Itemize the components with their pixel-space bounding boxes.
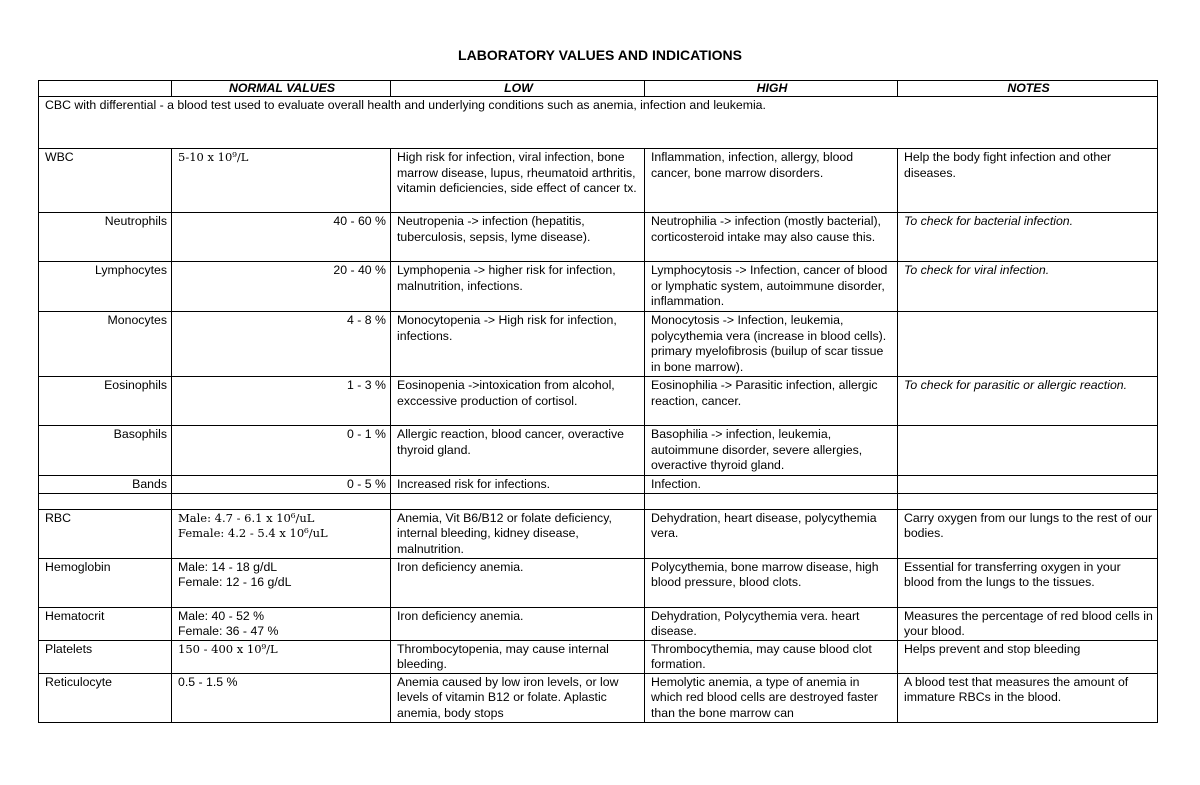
- row-low: Anemia, Vit B6/B12 or folate deficiency, internal bleeding, kidney disease, malnutrition.: [391, 509, 645, 558]
- table-row: [39, 312, 1158, 377]
- empty-cell: [391, 493, 645, 509]
- normal-female: Female: 4.2 - 5.4 x 10⁶/uL: [178, 526, 328, 540]
- row-notes: Carry oxygen from our lungs to the rest of our bodies.: [898, 509, 1158, 558]
- table-row: [39, 262, 1158, 312]
- normal-female: Female: 36 - 47 %: [178, 624, 279, 638]
- row-high: Infection.: [645, 476, 898, 494]
- row-high: Polycythemia, bone marrow disease, high blood pressure, blood clots.: [645, 558, 898, 607]
- normal-male: Male: 40 - 52 %: [178, 608, 265, 623]
- normal-female: Female: 12 - 16 g/dL: [178, 575, 292, 589]
- header-row: [39, 81, 1158, 97]
- row-low: Lymphopenia -> higher risk for infection, malnutrition, infections.: [391, 262, 645, 312]
- row-notes: To check for viral infection.: [898, 262, 1158, 312]
- row-normal: [172, 509, 391, 558]
- header-blank: [39, 81, 172, 97]
- normal-value: 150 - 400 x 10⁹/L: [178, 641, 278, 656]
- table-row: [39, 377, 1158, 426]
- row-name: RBC: [39, 509, 172, 558]
- row-name: WBC: [39, 149, 172, 213]
- row-notes: A blood test that measures the amount of immature RBCs in the blood.: [898, 673, 1158, 722]
- row-notes: [898, 476, 1158, 494]
- row-name: Bands: [39, 476, 172, 494]
- row-notes: [898, 426, 1158, 476]
- normal-male: Male: 4.7 - 6.1 x 10⁶/uL: [178, 510, 315, 525]
- section-row: [39, 97, 1158, 149]
- row-low: Iron deficiency anemia.: [391, 607, 645, 640]
- row-normal: 0 - 1 %: [172, 426, 391, 476]
- row-name: Hematocrit: [39, 607, 172, 640]
- row-normal: 0.5 - 1.5 %: [172, 673, 391, 722]
- row-low: Eosinopenia ->intoxication from alcohol, exccessive production of cortisol.: [391, 377, 645, 426]
- normal-value: 5-10 x 10⁹/L: [178, 150, 249, 164]
- table-row: [39, 640, 1158, 673]
- table-row: [39, 558, 1158, 607]
- row-notes: Measures the percentage of red blood cells in your blood.: [898, 607, 1158, 640]
- row-low: Allergic reaction, blood cancer, overactive thyroid gland.: [391, 426, 645, 476]
- row-high: Eosinophilia -> Parasitic infection, allergic reaction, cancer.: [645, 377, 898, 426]
- header-high: HIGH: [645, 81, 898, 97]
- empty-cell: [898, 493, 1158, 509]
- row-notes: Essential for transferring oxygen in your blood from the lungs to the tissues.: [898, 558, 1158, 607]
- table-row: [39, 426, 1158, 476]
- row-name: Neutrophils: [39, 213, 172, 262]
- row-name: Eosinophils: [39, 377, 172, 426]
- row-normal: [172, 640, 391, 673]
- row-low: Neutropenia -> infection (hepatitis, tuberculosis, sepsis, lyme disease).: [391, 213, 645, 262]
- row-high: Inflammation, infection, allergy, blood cancer, bone marrow disorders.: [645, 149, 898, 213]
- header-low: LOW: [391, 81, 645, 97]
- row-notes: To check for parasitic or allergic reaction.: [898, 377, 1158, 426]
- row-notes: Help the body fight infection and other diseases.: [898, 149, 1158, 213]
- table-row: [39, 607, 1158, 640]
- row-name: Reticulocyte: [39, 673, 172, 722]
- row-normal: 40 - 60 %: [172, 213, 391, 262]
- row-low: Increased risk for infections.: [391, 476, 645, 494]
- empty-row: [39, 493, 1158, 509]
- row-high: Basophilia -> infection, leukemia, autoimmune disorder, severe allergies, overactive thyroid gland.: [645, 426, 898, 476]
- row-high: Hemolytic anemia, a type of anemia in which red blood cells are destroyed faster than the bone marrow can: [645, 673, 898, 722]
- empty-cell: [39, 493, 172, 509]
- header-normal-values: NORMAL VALUES: [172, 81, 391, 97]
- row-normal: [172, 607, 391, 640]
- row-normal: 4 - 8 %: [172, 312, 391, 377]
- row-normal: [172, 149, 391, 213]
- row-name: Monocytes: [39, 312, 172, 377]
- document-title: LABORATORY VALUES AND INDICATIONS: [458, 47, 742, 63]
- row-normal: 1 - 3 %: [172, 377, 391, 426]
- empty-cell: [645, 493, 898, 509]
- row-notes: To check for bacterial infection.: [898, 213, 1158, 262]
- row-high: Dehydration, heart disease, polycythemia vera.: [645, 509, 898, 558]
- row-low: Monocytopenia -> High risk for infection, infections.: [391, 312, 645, 377]
- row-high: Lymphocytosis -> Infection, cancer of blood or lymphatic system, autoimmune disorder, inflammation.: [645, 262, 898, 312]
- row-low: Iron deficiency anemia.: [391, 558, 645, 607]
- row-high: Dehydration, Polycythemia vera. heart disease.: [645, 607, 898, 640]
- row-low: High risk for infection, viral infection, bone marrow disease, lupus, rheumatoid arthritis, vitamin deficiencies, side effect of cancer tx.: [391, 149, 645, 213]
- row-high: Monocytosis -> Infection, leukemia, polycythemia vera (increase in blood cells). primary myelofibrosis (builup of scar tissue in bone marrow).: [645, 312, 898, 377]
- row-name: Lymphocytes: [39, 262, 172, 312]
- lab-values-table: [38, 80, 1158, 723]
- normal-male: Male: 14 - 18 g/dL: [178, 559, 278, 574]
- section-title: CBC with differential - a blood test used to evaluate overall health and underlying conditions such as anemia, infection and leukemia.: [39, 97, 1158, 149]
- row-low: Anemia caused by low iron levels, or low levels of vitamin B12 or folate. Aplastic anemia, body stops: [391, 673, 645, 722]
- row-name: Hemoglobin: [39, 558, 172, 607]
- table-row: [39, 673, 1158, 722]
- row-normal: 20 - 40 %: [172, 262, 391, 312]
- row-name: Basophils: [39, 426, 172, 476]
- table-row: [39, 213, 1158, 262]
- row-notes: [898, 312, 1158, 377]
- table-row: [39, 149, 1158, 213]
- table-row: [39, 476, 1158, 494]
- empty-cell: [172, 493, 391, 509]
- header-notes: NOTES: [898, 81, 1158, 97]
- row-notes: Helps prevent and stop bleeding: [898, 640, 1158, 673]
- row-high: Thrombocythemia, may cause blood clot formation.: [645, 640, 898, 673]
- table-row: [39, 509, 1158, 558]
- row-low: Thrombocytopenia, may cause internal bleeding.: [391, 640, 645, 673]
- row-name: Platelets: [39, 640, 172, 673]
- row-high: Neutrophilia -> infection (mostly bacterial), corticosteroid intake may also cause this.: [645, 213, 898, 262]
- row-normal: 0 - 5 %: [172, 476, 391, 494]
- row-normal: [172, 558, 391, 607]
